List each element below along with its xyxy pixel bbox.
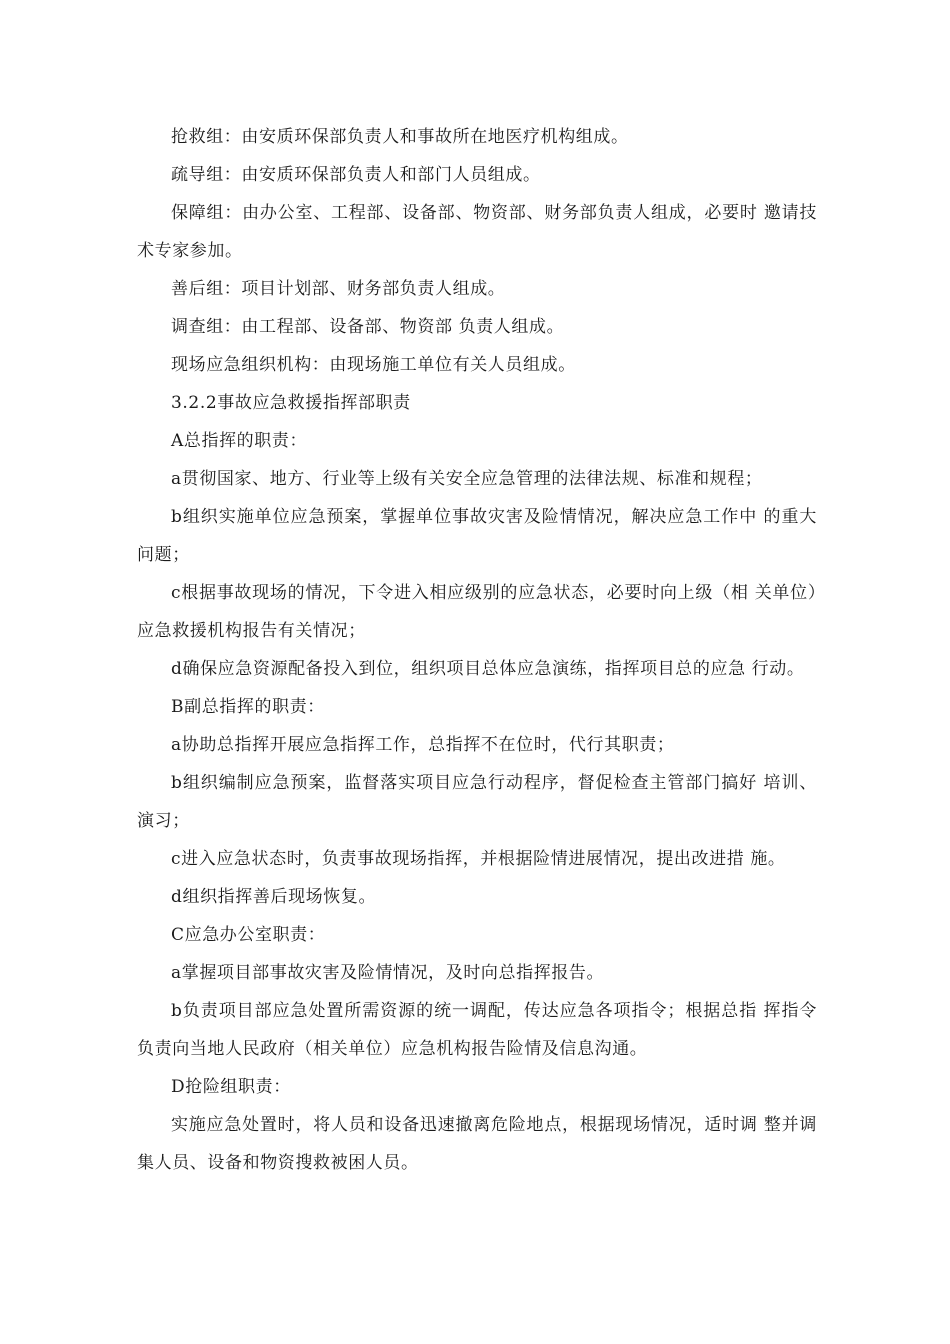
list-item: a协助总指挥开展应急指挥工作，总指挥不在位时，代行其职责； bbox=[171, 735, 675, 755]
list-item: b组织实施单位应急预案，掌握单位事故灾害及险情情况，解决应急工作中 的重大问题； bbox=[137, 507, 817, 565]
document-body bbox=[137, 118, 817, 1182]
paragraph-support-group: 保障组：由办公室、工程部、设备部、物资部、财务部负责人组成，必要时 邀请技术专家参加。 bbox=[137, 203, 817, 261]
list-item: c进入应急状态时，负责事故现场指挥，并根据险情进展情况，提出改进措 施。 bbox=[171, 849, 786, 869]
list-item: a掌握项目部事故灾害及险情情况，及时向总指挥报告。 bbox=[171, 963, 605, 983]
paragraph-guidance-group: 疏导组：由安质环保部负责人和部门人员组成。 bbox=[171, 165, 541, 185]
list-item: d组织指挥善后现场恢复。 bbox=[171, 887, 377, 907]
list-item: d确保应急资源配备投入到位，组织项目总体应急演练，指挥项目总的应急 行动。 bbox=[171, 659, 805, 679]
list-item: b负责项目部应急处置所需资源的统一调配，传达应急各项指令；根据总指 挥指令负责向当地人民政府（相关单位）应急机构报告险情及信息沟通。 bbox=[137, 1001, 817, 1059]
paragraph-rescue-team-duty: 实施应急处置时，将人员和设备迅速撤离危险地点，根据现场情况，适时调 整并调集人员、设备和物资搜救被困人员。 bbox=[137, 1115, 817, 1173]
paragraph-onsite-organization: 现场应急组织机构：由现场施工单位有关人员组成。 bbox=[171, 355, 576, 375]
list-item: c根据事故现场的情况，下令进入相应级别的应急状态，必要时向上级（相 关单位）应急救援机构报告有关情况； bbox=[137, 583, 817, 641]
section-heading: 3.2.2事故应急救援指挥部职责 bbox=[171, 393, 411, 413]
subheading-emergency-office: C应急办公室职责： bbox=[171, 925, 326, 945]
list-item: a贯彻国家、地方、行业等上级有关安全应急管理的法律法规、标准和规程； bbox=[171, 469, 763, 489]
paragraph-rescue-group: 抢救组：由安质环保部负责人和事故所在地医疗机构组成。 bbox=[171, 127, 629, 147]
subheading-deputy-commander: B副总指挥的职责： bbox=[171, 697, 325, 717]
list-item: b组织编制应急预案，监督落实项目应急行动程序，督促检查主管部门搞好 培训、演习； bbox=[137, 773, 817, 831]
paragraph-investigation-group: 调查组：由工程部、设备部、物资部 负责人组成。 bbox=[171, 317, 565, 337]
paragraph-aftermath-group: 善后组：项目计划部、财务部负责人组成。 bbox=[171, 279, 506, 299]
subheading-rescue-team: D抢险组职责： bbox=[171, 1077, 291, 1097]
subheading-commander: A总指挥的职责： bbox=[171, 431, 308, 451]
